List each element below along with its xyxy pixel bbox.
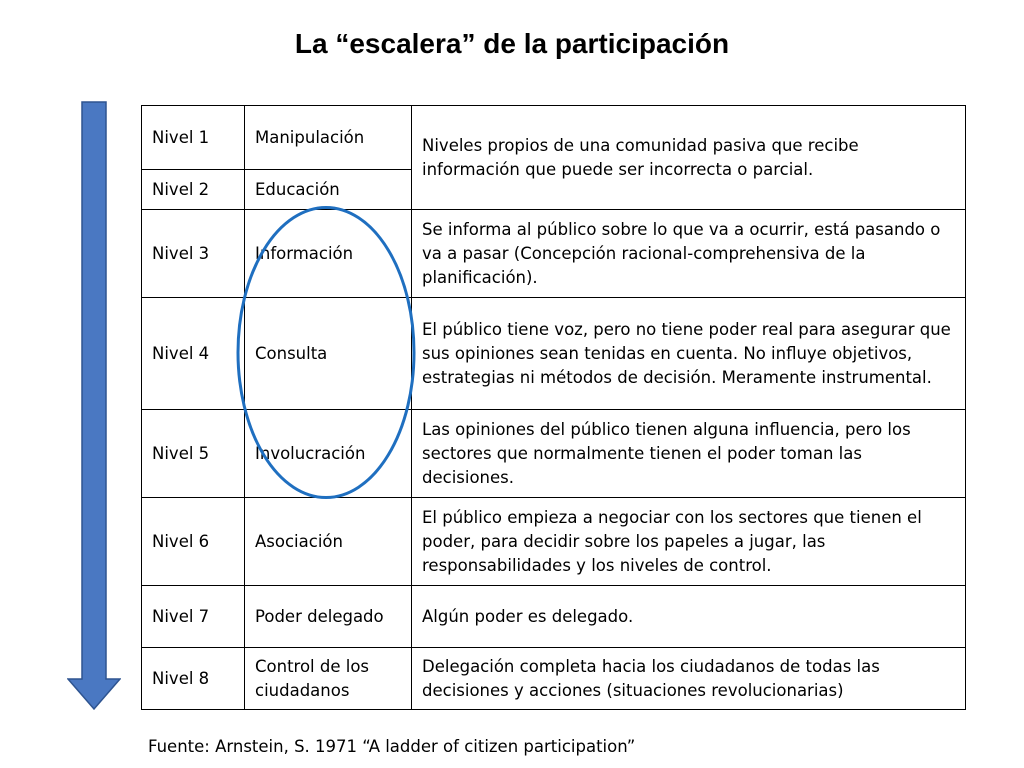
level-cell: Nivel 5 xyxy=(142,410,245,498)
level-cell: Nivel 6 xyxy=(142,498,245,586)
level-description-cell: Niveles propios de una comunidad pasiva que recibe información que puede ser incorrecta o parcial. xyxy=(412,106,966,210)
level-cell: Nivel 4 xyxy=(142,298,245,410)
down-arrow-icon xyxy=(67,101,121,711)
level-description-cell: Algún poder es delegado. xyxy=(412,586,966,648)
level-description-cell: Las opiniones del público tienen alguna influencia, pero los sectores que normalmente tienen el poder toman las decisiones. xyxy=(412,410,966,498)
level-description-cell: El público empieza a negociar con los sectores que tienen el poder, para decidir sobre los papeles a jugar, las responsabilidades y los niveles de control. xyxy=(412,498,966,586)
level-cell: Nivel 2 xyxy=(142,170,245,210)
table-row xyxy=(142,106,966,170)
level-cell: Nivel 7 xyxy=(142,586,245,648)
table-row xyxy=(142,648,966,710)
level-description-cell: Delegación completa hacia los ciudadanos de todas las decisiones y acciones (situaciones revolucionarias) xyxy=(412,648,966,710)
level-name-cell: Consulta xyxy=(245,298,412,410)
level-name-cell: Educación xyxy=(245,170,412,210)
table-row xyxy=(142,586,966,648)
level-cell: Nivel 8 xyxy=(142,648,245,710)
level-description-cell: Se informa al público sobre lo que va a ocurrir, está pasando o va a pasar (Concepción racional-comprehensiva de la planificación). xyxy=(412,210,966,298)
source-citation: Fuente: Arnstein, S. 1971 “A ladder of citizen participation” xyxy=(148,737,636,756)
slide-title: La “escalera” de la participación xyxy=(294,28,730,59)
participation-ladder-table xyxy=(141,105,966,710)
table-row xyxy=(142,498,966,586)
level-name-cell: Manipulación xyxy=(245,106,412,170)
table-row xyxy=(142,210,966,298)
level-description-cell: El público tiene voz, pero no tiene poder real para asegurar que sus opiniones sean tenidas en cuenta. No influye objetivos, estrategias ni métodos de decisión. Meramente instrumental. xyxy=(412,298,966,410)
level-cell: Nivel 3 xyxy=(142,210,245,298)
table-row xyxy=(142,298,966,410)
level-cell: Nivel 1 xyxy=(142,106,245,170)
level-name-cell: Control de los ciudadanos xyxy=(245,648,412,710)
level-name-cell: Información xyxy=(245,210,412,298)
table-row xyxy=(142,410,966,498)
level-name-cell: Asociación xyxy=(245,498,412,586)
level-name-cell: Poder delegado xyxy=(245,586,412,648)
level-name-cell: Involucración xyxy=(245,410,412,498)
